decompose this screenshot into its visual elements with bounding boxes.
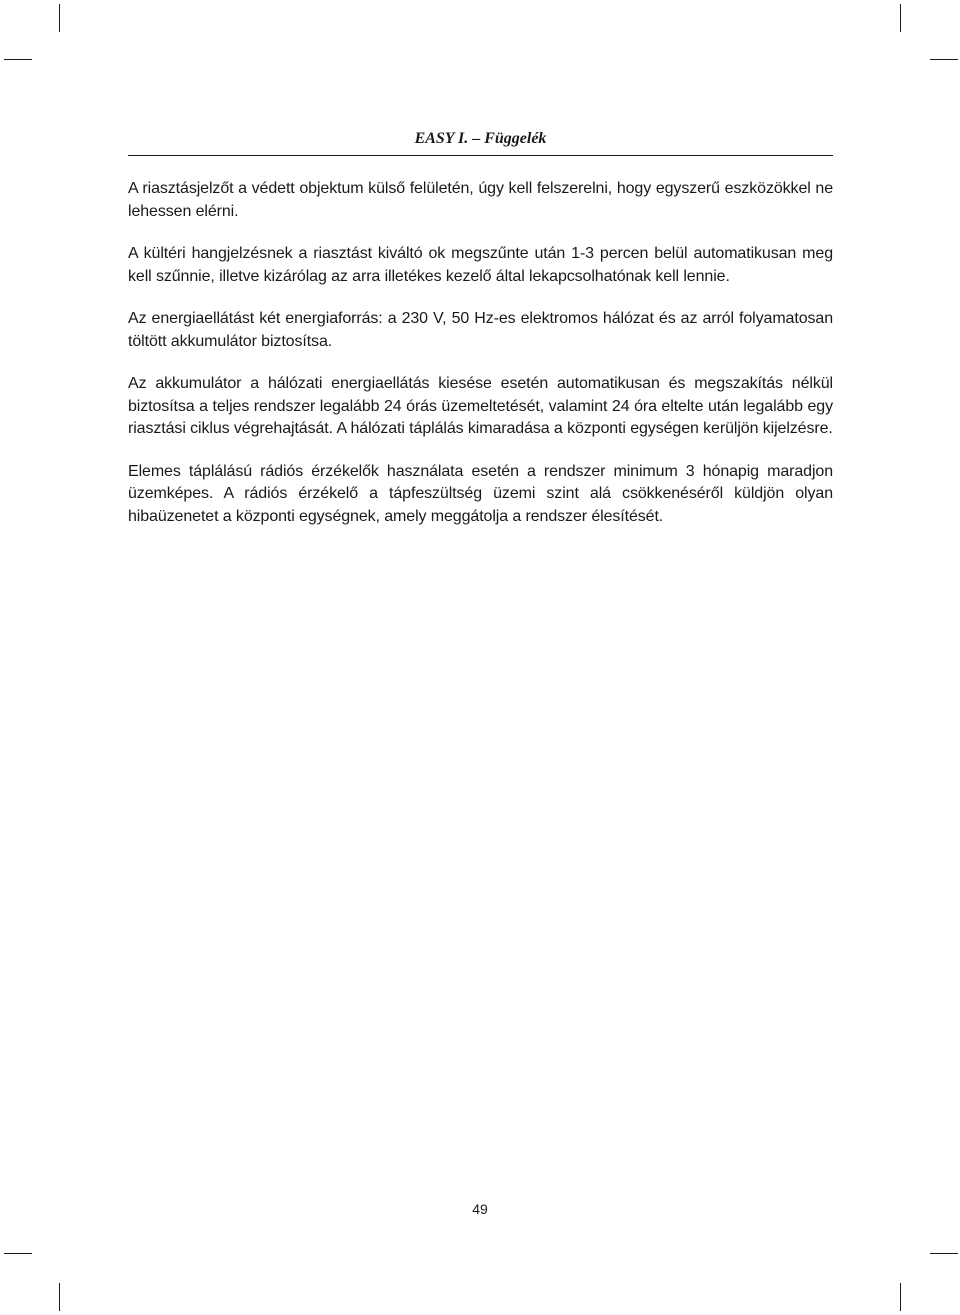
running-header: EASY I. – Függelék	[414, 130, 547, 147]
body-text	[128, 178, 833, 548]
paragraph: Elemes táplálású rádiós érzékelők használata esetén a rendszer minimum 3 hónapig maradjon üzemképes. A rádiós érzékelő a tápfeszültség üzemi szint alá csökkenéséről küldjön olyan hibaüzenetet a központi egységnek, amely meggátolja a rendszer élesítését.	[128, 462, 833, 525]
crop-mark-top-left-vertical	[59, 4, 60, 32]
paragraph: Az energiaellátást két energiaforrás: a 230 V, 50 Hz-es elektromos hálózat és az arról folyamatosan töltött akkumulátor biztosítsa.	[128, 310, 833, 350]
crop-mark-top-right-horizontal	[930, 59, 958, 60]
crop-mark-bottom-left-vertical	[59, 1283, 60, 1311]
crop-mark-bottom-right-vertical	[900, 1283, 901, 1311]
crop-mark-bottom-left-horizontal	[4, 1253, 32, 1254]
paragraph: A riasztásjelzőt a védett objektum külső felületén, úgy kell felszerelni, hogy egyszerű eszközökkel ne lehessen elérni.	[128, 180, 833, 220]
crop-mark-top-left-horizontal	[4, 59, 32, 60]
paragraph: Az akkumulátor a hálózati energiaellátás kiesése esetén automatikusan és megszakítás nélkül biztosítsa a teljes rendszer legalább 24 órás üzemeltetését, valamint 24 óra eltelte után legalább egy riasztási ciklus végrehajtását. A hálózati táplálás kimaradása a központi egységen kerüljön kijelzésre.	[128, 375, 833, 437]
crop-mark-top-right-vertical	[900, 4, 901, 32]
page-number: 49	[472, 1201, 488, 1217]
paragraph: A kültéri hangjelzésnek a riasztást kiváltó ok megszűnte után 1-3 percen belül automatikusan meg kell szűnnie, illetve kizárólag az arra illetékes kezelő által lekapcsolhatónak kell lennie.	[128, 245, 833, 285]
header-rule	[128, 155, 833, 156]
crop-mark-bottom-right-horizontal	[930, 1253, 958, 1254]
